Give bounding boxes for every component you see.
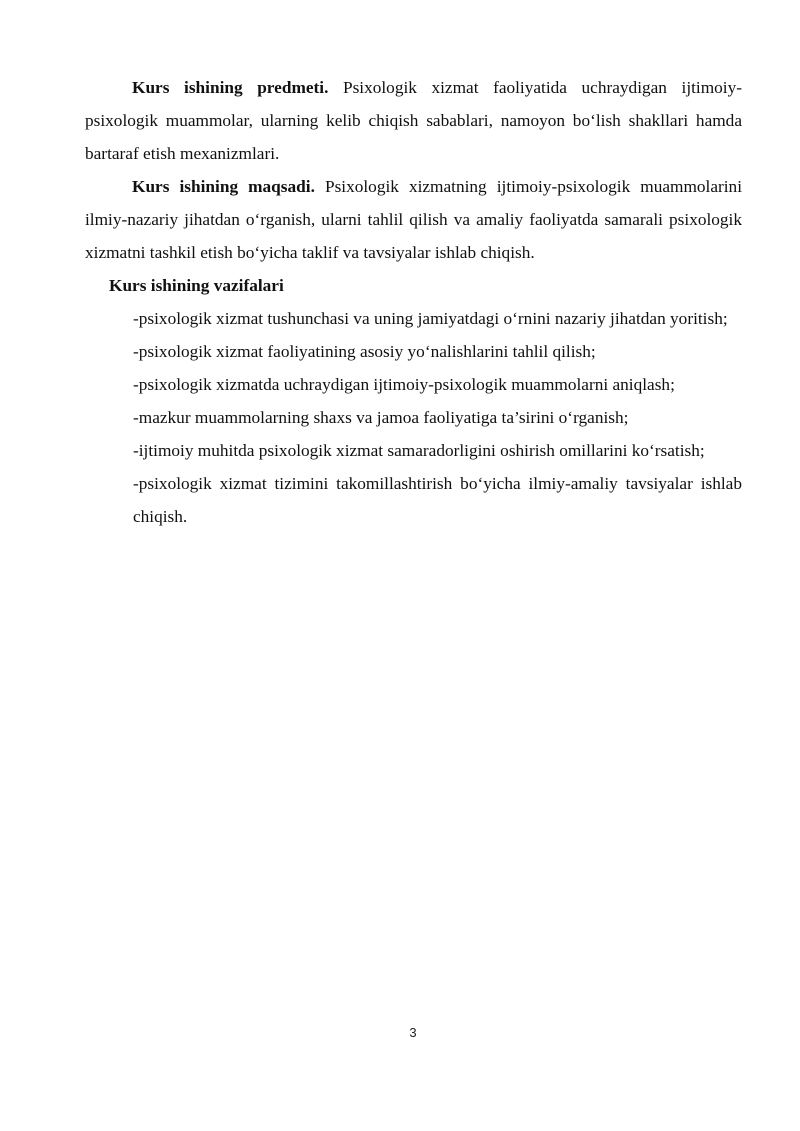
tasks-heading: Kurs ishining vazifalari — [109, 276, 284, 295]
subject-paragraph — [85, 71, 742, 170]
subject-text: Psixologik xizmat faoliyatida uchraydigan ijtimoiy-psixologik muammolar, ularning kelib chiqish sabablari, namoyon bo‘lish shakllari hamda bartaraf etish mexanizmlari. — [85, 78, 742, 163]
document-page — [85, 71, 742, 533]
goal-label: Kurs ishining maqsadi. — [132, 177, 315, 196]
task-item: -psixologik xizmat tushunchasi va uning jamiyatdagi o‘rnini nazariy jihatdan yoritish; — [133, 309, 728, 328]
task-item: -psixologik xizmat tizimini takomillashtirish bo‘yicha ilmiy-amaliy tavsiyalar ishlab chiqish. — [133, 474, 742, 526]
task-item: -mazkur muammolarning shaxs va jamoa faoliyatiga ta’sirini o‘rganish; — [133, 408, 629, 427]
task-item: -psixologik xizmatda uchraydigan ijtimoiy-psixologik muammolarni aniqlash; — [133, 375, 675, 394]
goal-text: Psixologik xizmatning ijtimoiy-psixologik muammolarini ilmiy-nazariy jihatdan o‘rganish, ularni tahlil qilish va amaliy faoliyatda samarali psixologik xizmatni tashkil etish bo‘yicha taklif va tavsiyalar ishlab chiqish. — [85, 177, 742, 262]
goal-paragraph — [85, 170, 742, 269]
page-number: 3 — [409, 1025, 417, 1040]
task-item: -ijtimoiy muhitda psixologik xizmat samaradorligini oshirish omillarini ko‘rsatish; — [133, 441, 705, 460]
subject-label: Kurs ishining predmeti. — [132, 78, 329, 97]
task-item: -psixologik xizmat faoliyatining asosiy yo‘nalishlarini tahlil qilish; — [133, 342, 596, 361]
tasks-list — [85, 302, 742, 533]
